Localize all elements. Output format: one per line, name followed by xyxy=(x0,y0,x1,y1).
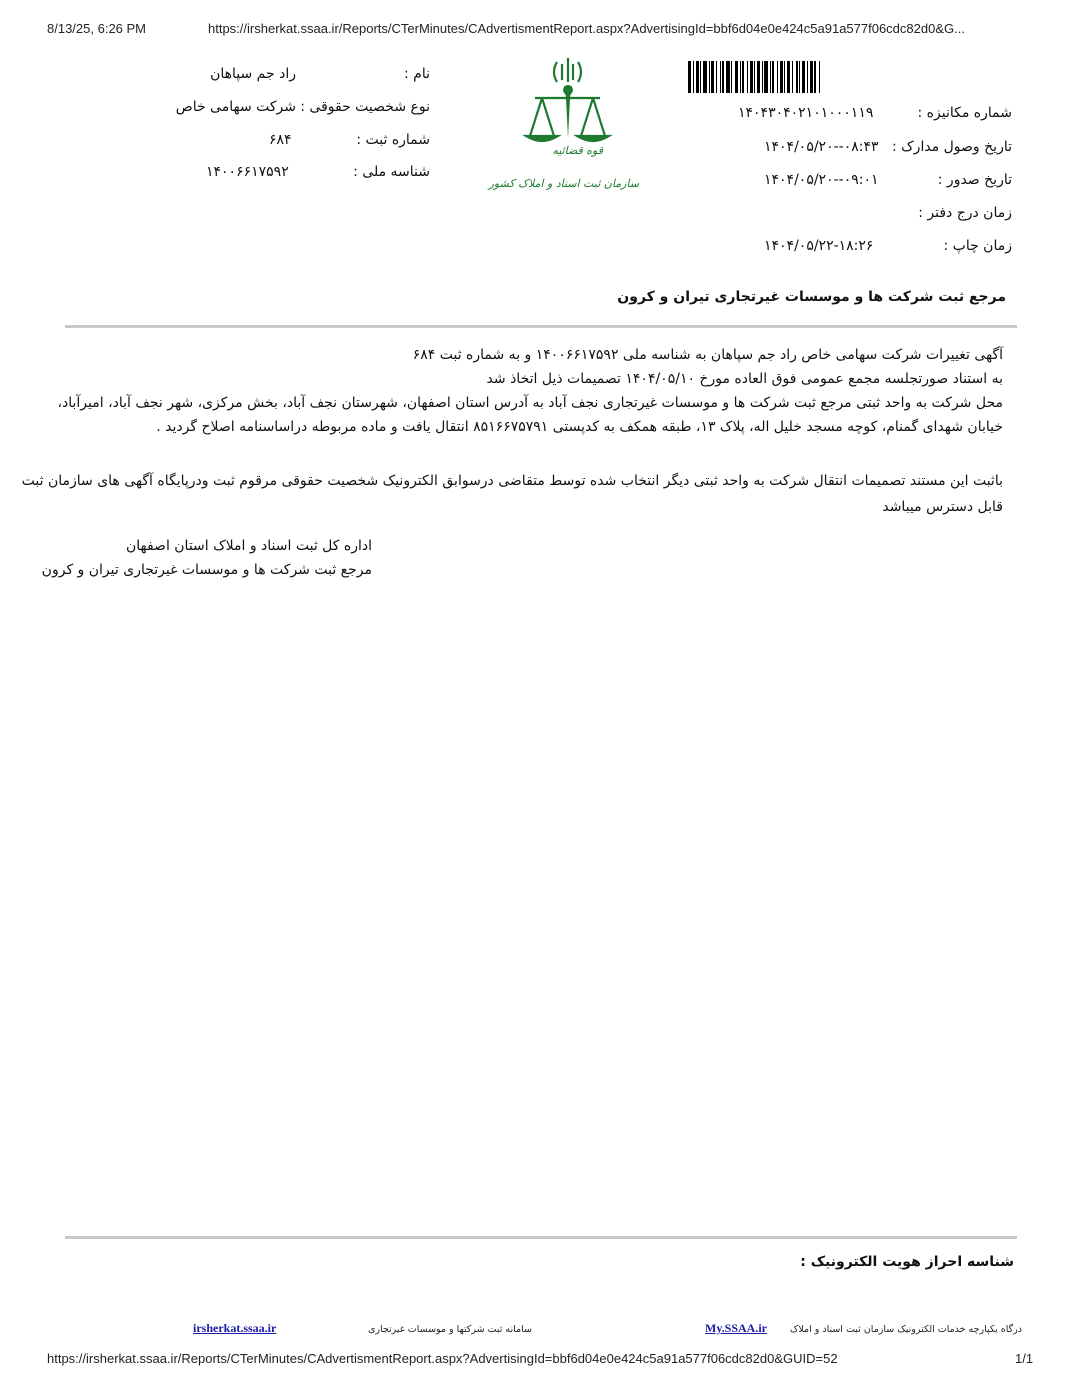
logo-judiciary-text: قوه قضائیه xyxy=(552,144,603,157)
page-indicator: 1/1 xyxy=(1015,1351,1034,1366)
announcement-body xyxy=(43,343,1003,439)
authority-title: مرجع ثبت شرکت ها و موسسات غیرتجاری تیران و کرون xyxy=(617,289,1006,305)
print-footer-url: https://irsherkat.ssaa.ir/Reports/CTerMinutes/CAdvertismentReport.aspx?AdvertisingId=bbf6d04e0e424c5a91a577f06cdc82d0&GUID=52 xyxy=(47,1351,838,1366)
note-line: باثبت این مستند تصمیمات انتقال شرکت به واحد ثبتی دیگر انتخاب شده توسط متقاضی درسوابق الکترونیک شخصیت حقوقی مرقوم ثبت ودرپایگاه آگهی های سازمان ثبت xyxy=(21,473,1003,489)
national-id-value: ۱۴۰۰۶۶۱۷۵۹۲ xyxy=(206,164,289,180)
body-line: محل شرکت به واحد ثبتی مرجع ثبت شرکت ها و موسسات غیرتجاری نجف آباد به آدرس استان اصفهان، شهرستان نجف آباد، بخش مرکزی، شهر نجف آباد، امیرآباد، xyxy=(57,395,1003,411)
signature-line: مرجع ثبت شرکت ها و موسسات غیرتجاری تیران و کرون xyxy=(41,562,372,578)
body-line: خیابان شهدای گمنام، کوچه مسجد خلیل اله، پلاک ۱۳، طبقه همکف به کدپستی ۸۵۱۶۶۷۵۷۹۱ انتقال یافت و ماده مربوطه دراساسنامه اصلاح گردید . xyxy=(156,419,1003,435)
register-time-label: زمان درج دفتر : xyxy=(918,205,1012,221)
company-name-value: راد جم سپاهان xyxy=(210,66,296,82)
registration-number-value: ۶۸۴ xyxy=(269,132,292,148)
company-name-label: نام : xyxy=(404,66,430,82)
divider xyxy=(65,325,1017,328)
signature-line: اداره کل ثبت اسناد و املاک استان اصفهان xyxy=(125,538,372,554)
scales-of-justice-icon xyxy=(490,52,645,152)
national-id-label: شناسه ملی : xyxy=(353,164,430,180)
mechanized-number-value: ۱۴۰۴۳۰۴۰۲۱۰۱۰۰۰۱۱۹ xyxy=(738,105,874,121)
signature-block xyxy=(40,534,372,582)
note-line: قابل دسترس میباشد xyxy=(882,499,1003,515)
print-header-url: https://irsherkat.ssaa.ir/Reports/CTerMinutes/CAdvertismentReport.aspx?AdvertisingId=bbf6d04e0e424c5a91a577f06cdc82d0&G... xyxy=(208,21,965,36)
print-datetime: 8/13/25, 6:26 PM xyxy=(47,21,147,36)
organization-logo xyxy=(490,52,645,212)
announcement-note xyxy=(21,468,1003,520)
legal-type-value: شرکت سهامی خاص xyxy=(175,99,296,115)
portal-description: درگاه یکپارچه خدمات الکترونیک سازمان ثبت اسناد و املاک xyxy=(789,1324,1022,1335)
logo-organization-text: سازمان ثبت اسناد و املاک کشور xyxy=(488,177,639,190)
issue-date-value: ۱۴۰۴/۰۵/۲۰--۰۹:۰۱ xyxy=(764,172,879,188)
system-link[interactable]: irsherkat.ssaa.ir xyxy=(193,1321,277,1335)
company-info xyxy=(170,60,430,190)
mechanized-number-label: شماره مکانیزه : xyxy=(917,105,1012,121)
print-time-value: ۱۴۰۴/۰۵/۲۲-۱۸:۲۶ xyxy=(764,238,874,254)
docs-received-value: ۱۴۰۴/۰۵/۲۰--۰۸:۴۳ xyxy=(764,139,879,155)
print-time-label: زمان چاپ : xyxy=(943,238,1012,254)
barcode-icon xyxy=(688,61,990,93)
registration-number-label: شماره ثبت : xyxy=(356,132,430,148)
issue-date-label: تاریخ صدور : xyxy=(937,172,1012,188)
docs-received-label: تاریخ وصول مدارک : xyxy=(891,139,1012,155)
body-line: آگهی تغییرات شرکت سهامی خاص راد جم سپاهان به شناسه ملی ۱۴۰۰۶۶۱۷۵۹۲ و به شماره ثبت ۶۸۴ xyxy=(412,347,1003,363)
electronic-id-label: شناسه احراز هویت الکترونیک : xyxy=(800,1254,1014,1270)
portal-link[interactable]: My.SSAA.ir xyxy=(705,1321,768,1335)
body-line: به استناد صورتجلسه مجمع عمومی فوق العاده مورخ ۱۴۰۴/۰۵/۱۰ تصمیمات ذیل اتخاذ شد xyxy=(486,371,1003,387)
system-description: سامانه ثبت شرکتها و موسسات غیرتجاری xyxy=(367,1324,532,1335)
legal-type-label: نوع شخصیت حقوقی : xyxy=(300,99,430,115)
divider xyxy=(65,1236,1017,1239)
